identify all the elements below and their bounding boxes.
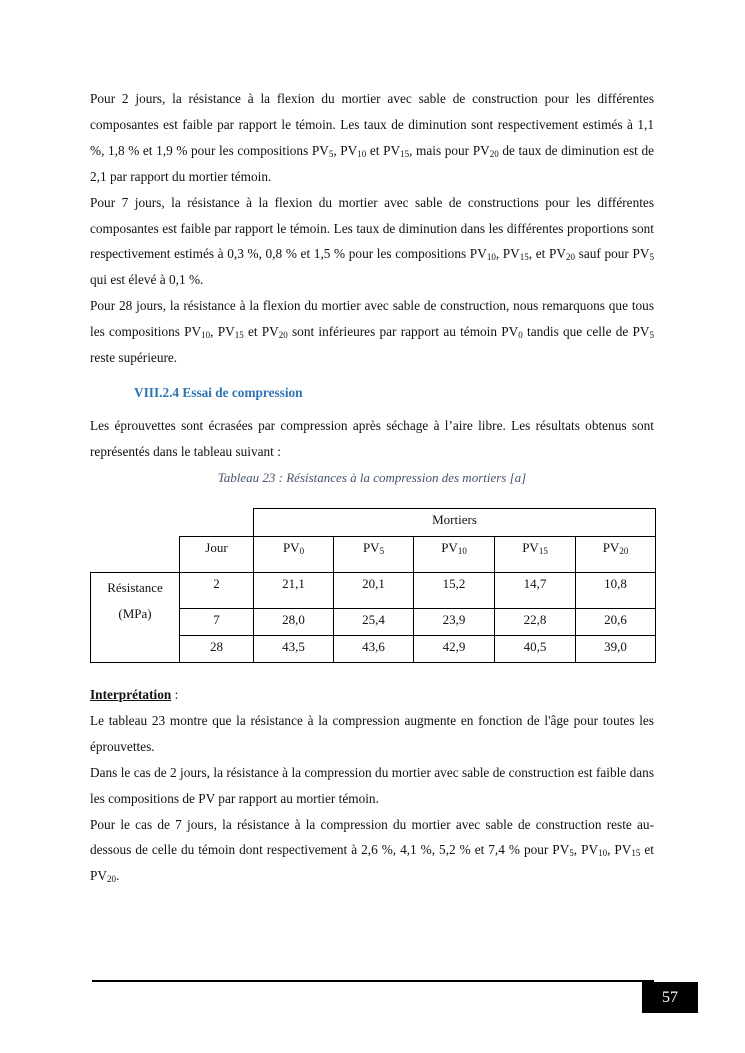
empty-corner bbox=[91, 537, 180, 573]
value-cell: 21,1 bbox=[254, 573, 334, 609]
table-caption: Tableau 23 : Résistances à la compression des mortiers [a] bbox=[217, 470, 527, 485]
value-cell: 39,0 bbox=[576, 636, 656, 663]
compression-table bbox=[90, 508, 656, 663]
paragraph-2-jours: Pour 2 jours, la résistance à la flexion du mortier avec sable de construction pour les différentes composantes est faible par rapport le témoin. Les taux de diminution sont respectivement estimés à 1,1 %, 1,8 % et 1,9 % pour les compositions $PV_5$, $PV_{10}$ et $PV_{15}$, mais pour $PV_{20}$ de taux de diminution est de 2,1 par rapport du mortier témoin. bbox=[90, 91, 654, 184]
page-number: 57 bbox=[642, 982, 698, 1013]
column-header-pv5: $PV_5$ bbox=[334, 537, 414, 573]
upper-paragraphs bbox=[90, 86, 654, 371]
interpretation-paragraph: Dans le cas de 2 jours, la résistance à la compression du mortier avec sable de construction est faible dans les compositions de PV par rapport au mortier témoin. bbox=[90, 764, 654, 806]
value-cell: 23,9 bbox=[414, 609, 495, 636]
value-cell: 15,2 bbox=[414, 573, 495, 609]
interpretation-title: Interprétation bbox=[90, 687, 172, 702]
mortiers-header: Mortiers bbox=[254, 509, 656, 537]
value-cell: 22,8 bbox=[495, 609, 576, 636]
table-row bbox=[91, 573, 656, 609]
column-header-pv10: $PV_{10}$ bbox=[414, 537, 495, 573]
section-heading: VIII.2.4 Essai de compression bbox=[134, 385, 303, 400]
value-cell: 10,8 bbox=[576, 573, 656, 609]
empty-corner bbox=[91, 509, 180, 537]
paragraph-28-jours: Pour 28 jours, la résistance à la flexion du mortier avec sable de construction, nous remarquons que tous les compositions $PV_{10}$, $PV_{15}$ et $PV_{20}$ sont inférieures par rapport au témoin $PV_0$ tandis que celle de $PV_5$ reste supérieure. bbox=[90, 298, 655, 366]
value-cell: 20,1 bbox=[334, 573, 414, 609]
resistance-label: Résistance (MPa) bbox=[91, 573, 180, 663]
column-header-pv0: $PV_0$ bbox=[254, 537, 334, 573]
column-header-pv15: $PV_{15}$ bbox=[495, 537, 576, 573]
intro-paragraph: Les éprouvettes sont écrasées par compression après séchage à l’aire libre. Les résultats obtenus sont représentés dans le tableau suivant : bbox=[90, 418, 654, 459]
interpretation-heading: Interprétation : bbox=[90, 687, 179, 702]
intro-block bbox=[90, 413, 654, 465]
column-header-pv20: $PV_{20}$ bbox=[576, 537, 656, 573]
jour-header: Jour bbox=[180, 537, 254, 573]
value-cell: 43,6 bbox=[334, 636, 414, 663]
value-cell: 20,6 bbox=[576, 609, 656, 636]
interpretation-paragraph: Le tableau 23 montre que la résistance à la compression augmente en fonction de l'âge pour toutes les éprouvettes. bbox=[90, 712, 654, 754]
day-cell: 2 bbox=[180, 573, 254, 609]
interpretation-block bbox=[90, 682, 654, 889]
value-cell: 14,7 bbox=[495, 573, 576, 609]
value-cell: 42,9 bbox=[414, 636, 495, 663]
value-cell: 28,0 bbox=[254, 609, 334, 636]
value-cell: 43,5 bbox=[254, 636, 334, 663]
value-cell: 25,4 bbox=[334, 609, 414, 636]
day-cell: 28 bbox=[180, 636, 254, 663]
value-cell: 40,5 bbox=[495, 636, 576, 663]
day-cell: 7 bbox=[180, 609, 254, 636]
interpretation-paragraph: Pour le cas de 7 jours, la résistance à la compression du mortier avec sable de construction reste au-dessous de celle du témoin dont respectivement à 2,6 %, 4,1 %, 5,2 % et 7,4 % pour $PV_5$, $PV_{10}$, $PV_{15}$ et $PV_{20}$. bbox=[90, 816, 654, 885]
paragraph-7-jours: Pour 7 jours, la résistance à la flexion du mortier avec sable de constructions pour les différentes composantes est faible par rapport le témoin. Les taux de diminution dans les différentes proportions sont respectivement estimés à 0,3 %, 0,8 % et 1,5 % pour les compositions $PV_{10}$, $PV_{15}$, et $PV_{20}$ sauf pour $PV_5$ qui est élevé à 0,1 %. bbox=[90, 194, 655, 288]
footer-rule bbox=[92, 980, 654, 982]
empty-corner bbox=[180, 509, 254, 537]
